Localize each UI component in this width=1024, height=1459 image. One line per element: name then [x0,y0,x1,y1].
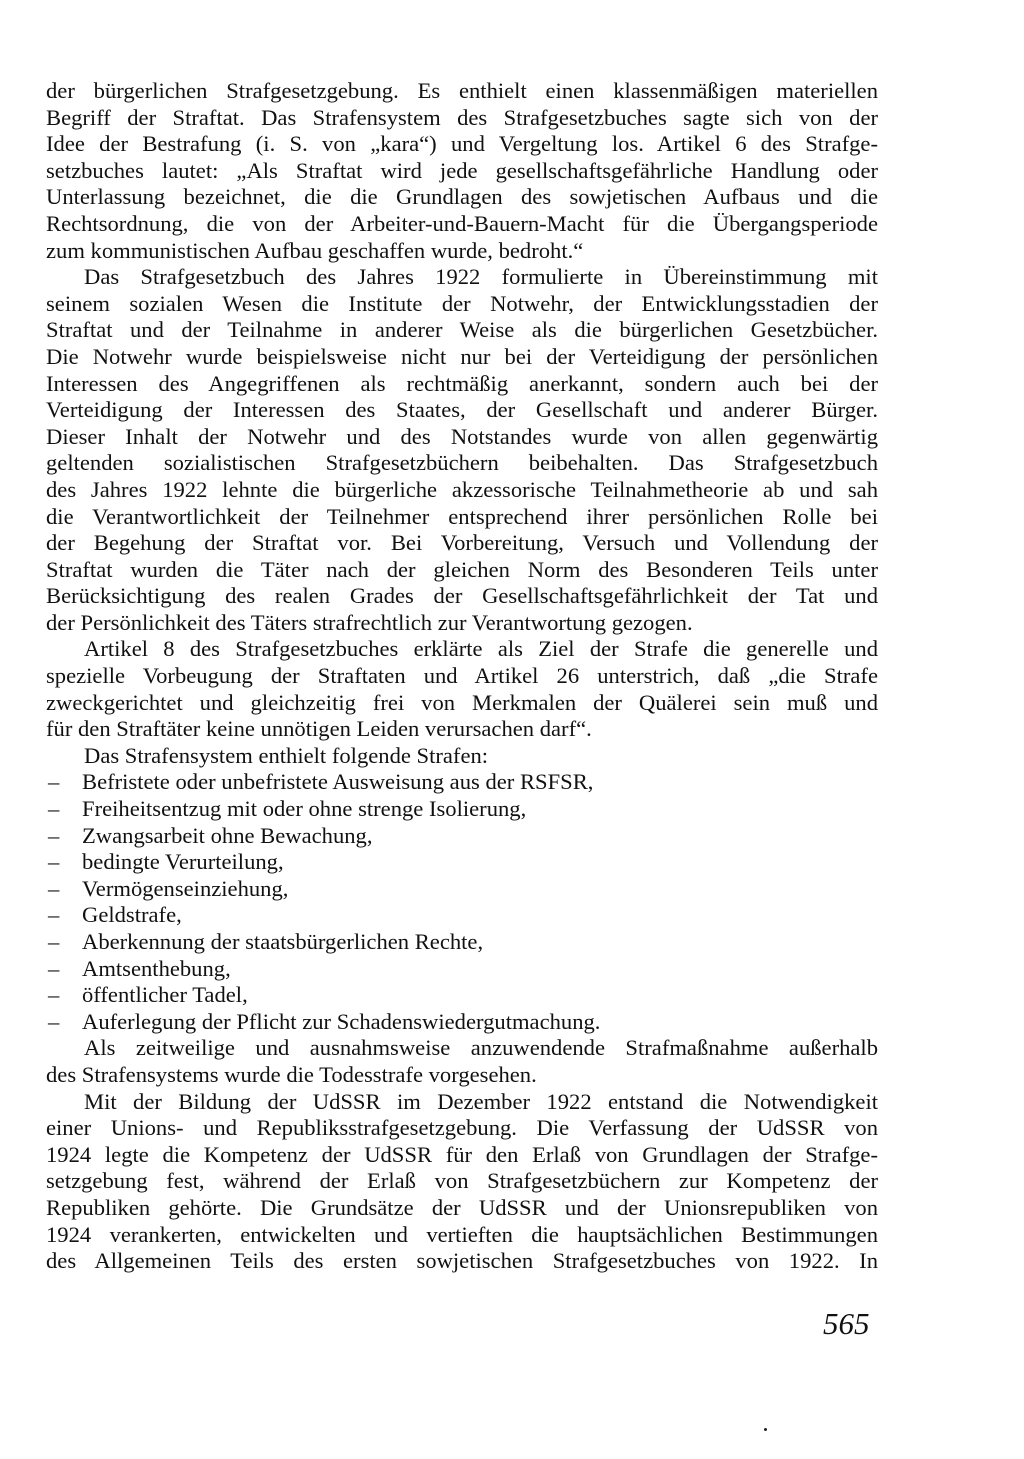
list-dash: – [48,822,60,848]
paragraph [46,636,878,742]
list-item [46,982,878,1009]
text-line: Mit der Bildung der UdSSR im Dezember 1922 entstand die Notwendigkeit [84,1088,878,1114]
list-item [46,902,878,929]
text-line: der bürgerlichen Strafgesetzgebung. Es enthielt einen klassenmäßigen materiellen [46,78,878,103]
text-line: des Allgemeinen Teils des ersten sowjetischen Strafgesetzbuches von 1922. In [46,1248,878,1274]
text-line: zum kommunistischen Aufbau geschaffen wurde, bedroht.“ [46,237,584,263]
text-line: des Strafensystems wurde die Todesstrafe vorgesehen. [46,1061,537,1087]
list-item-text: öffentlicher Tadel, [82,982,248,1008]
list-dash: – [48,929,60,954]
list-item-text: Amtsenthebung, [82,955,231,981]
list-item-text: Vermögenseinziehung, [82,875,289,901]
text-line: setzbuches lautet: „Als Straftat wird jede gesellschaftsgefährliche Handlung oder [46,157,878,183]
paragraph [46,743,878,770]
list-item-text: Auferlegung der Pflicht zur Schadenswiedergutmachung. [82,1008,601,1034]
list-dash: – [48,982,60,1008]
list-dash: – [48,849,60,875]
text-line: seinem sozialen Wesen die Institute der Notwehr, der Entwicklungsstadien der [46,290,878,316]
text-line: Als zeitweilige und ausnahmsweise anzuwendende Strafmaßnahme außerhalb [84,1035,878,1061]
list-dash: – [48,769,60,795]
list-item-text: Geldstrafe, [82,902,182,928]
list-item-text: Aberkennung der staatsbürgerlichen Rechte, [82,929,484,954]
list-dash: – [48,902,60,928]
text-block [46,78,878,1275]
text-line: Die Notwehr wurde beispielsweise nicht nur bei der Verteidigung der persönlichen [46,343,878,369]
list-item-text: bedingte Verurteilung, [82,849,284,875]
text-line: einer Unions- und Republiksstrafgesetzgebung. Die Verfassung der UdSSR von [46,1115,878,1141]
text-line: Verteidigung der Interessen des Staates, der Gesellschaft und anderer Bürger. [46,397,878,423]
list-dash: – [48,875,60,901]
list-dash: – [48,955,60,981]
text-line: Artikel 8 des Strafgesetzbuches erklärte als Ziel der Strafe die generelle und [84,636,878,662]
text-line: Begriff der Straftat. Das Strafensystem des Strafgesetzbuches sagte sich von der [46,104,878,130]
text-line: spezielle Vorbeugung der Straftaten und Artikel 26 unterstrich, daß „die Strafe [46,663,878,689]
text-line: 1924 legte die Kompetenz der UdSSR für den Erlaß von Grundlagen der Strafge- [46,1141,878,1167]
list-item [46,1009,878,1036]
list-item [46,929,878,956]
page-body [46,78,878,1275]
text-line: der Persönlichkeit des Täters strafrechtlich zur Verantwortung gezogen. [46,609,693,635]
paragraph [46,78,878,264]
text-line: Berücksichtigung des realen Grades der Gesellschaftsgefährlichkeit der Tat und [46,583,878,609]
text-line: für den Straftäter keine unnötigen Leiden verursachen darf“. [46,716,592,742]
penalty-list [46,769,878,1035]
paragraph [46,1035,878,1088]
text-line: Republiken gehörte. Die Grundsätze der UdSSR und der Unionsrepubliken von [46,1194,878,1220]
text-line: Straftat wurden die Täter nach der gleichen Norm des Besonderen Teils unter [46,556,878,582]
list-dash: – [48,796,60,822]
list-item [46,876,878,903]
text-line: geltenden sozialistischen Strafgesetzbüchern beibehalten. Das Strafgesetzbuch [46,450,878,476]
paragraph [46,264,878,636]
list-item [46,823,878,850]
text-line: Das Strafensystem enthielt folgende Strafen: [84,742,489,768]
text-line: Rechtsordnung, die von der Arbeiter-und-Bauern-Macht für die Übergangsperiode [46,210,878,236]
paragraph [46,1089,878,1275]
list-dash: – [48,1008,60,1034]
text-line: 1924 verankerten, entwickelten und vertieften die hauptsächlichen Bestimmungen [46,1221,878,1247]
text-line: Straftat und der Teilnahme in anderer Weise als die bürgerlichen Gesetzbücher. [46,317,878,343]
list-item-text: Freiheitsentzug mit oder ohne strenge Isolierung, [82,796,527,822]
list-item [46,849,878,876]
text-line: Dieser Inhalt der Notwehr und des Notstandes wurde von allen gegenwärtig [46,423,878,449]
text-line: die Verantwortlichkeit der Teilnehmer entsprechend ihrer persönlichen Rolle bei [46,503,878,529]
text-line: des Jahres 1922 lehnte die bürgerliche akzessorische Teilnahmetheorie ab und sah [46,476,878,502]
text-line: Unterlassung bezeichnet, die die Grundlagen des sowjetischen Aufbaus und die [46,184,878,210]
text-line: Interessen des Angegriffenen als rechtmäßig anerkannt, sondern auch bei der [46,370,878,396]
list-item-text: Befristete oder unbefristete Ausweisung aus der RSFSR, [82,769,594,795]
page-number: 565 [823,1306,870,1341]
list-item [46,796,878,823]
text-line: Idee der Bestrafung (i. S. von „kara“) und Vergeltung los. Artikel 6 des Strafge- [46,131,878,157]
list-item [46,769,878,796]
list-item [46,956,878,983]
text-line: zweckgerichtet und gleichzeitig frei von Merkmalen der Quälerei sein muß und [46,689,878,715]
text-line: der Begehung der Straftat vor. Bei Vorbereitung, Versuch und Vollendung der [46,530,878,556]
text-line: setzgebung fest, während der Erlaß von Strafgesetzbüchern zur Kompetenz der [46,1168,878,1194]
text-line: Das Strafgesetzbuch des Jahres 1922 formulierte in Übereinstimmung mit [84,264,878,290]
scan-speck [764,1428,767,1431]
list-item-text: Zwangsarbeit ohne Bewachung, [82,822,373,848]
